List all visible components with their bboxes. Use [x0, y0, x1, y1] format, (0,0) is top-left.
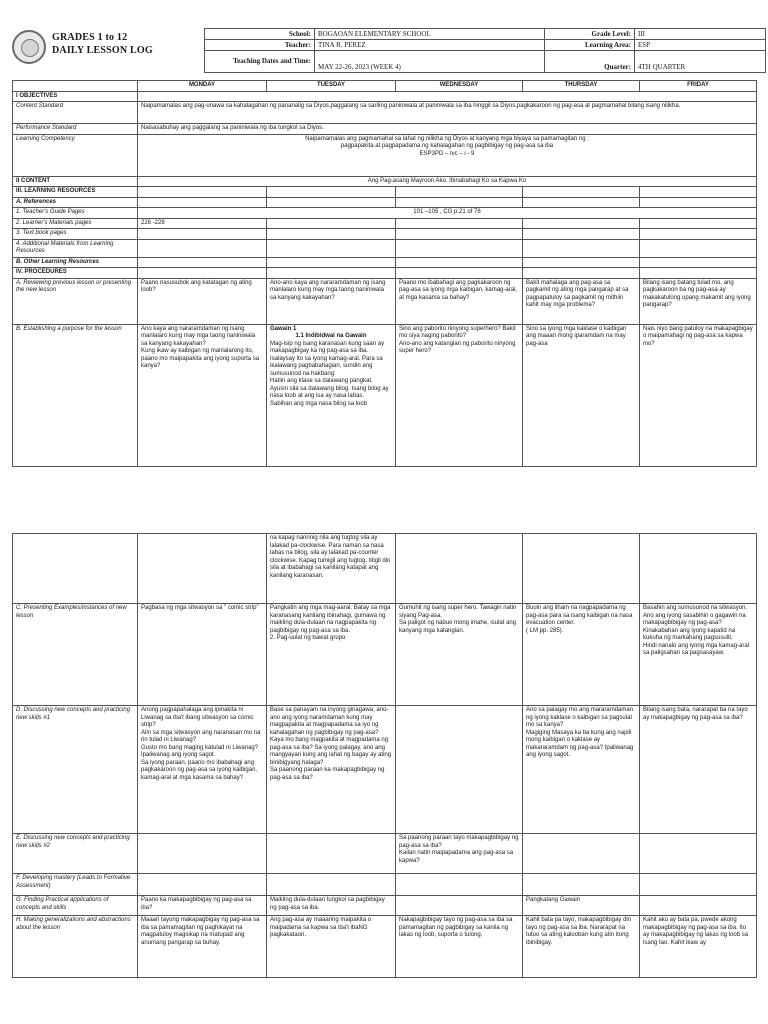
proc-b-wednesday: Sino ang paborito ninyong superhero? Bakit mo siya naging paborito? Ano-ano ang katangian ng paborito ninyong super hero? — [396, 324, 523, 466]
other-resources-row — [13, 257, 757, 268]
textbook-row — [13, 229, 757, 240]
tg-row — [13, 208, 757, 219]
resources-row — [13, 187, 757, 198]
proc-h-tuesday: Ang pag-asa ay maaaring maipakita o maipadama sa kapwa sa iba't ibaNG pagkakataon. — [267, 916, 396, 978]
proc-d-monday: Anong pagpapahalaga ang ipinakita ni Liwanag sa iba't ibang sitwasyon sa comic strip? Alin sa mga sitwasyon ang naranasan mo na rin tulad ni Liwanag? Gusto mo bang maging katulad ni Liwanag? Ipaliwanag ang iyong sagot. Sa iyong paraan, paano mo ibabahagi ang pagkakaroon ng pag-asa sa iyong kaibigan, kamag-aral at mga kasama sa bahay? — [138, 706, 267, 834]
dates-label: Teaching Dates and Time: — [205, 51, 315, 73]
references-row — [13, 197, 757, 208]
quarter-label: Quarter: — [545, 51, 635, 73]
day-monday: MONDAY — [138, 81, 267, 92]
proc-h-friday: Kahit ako ay bata pa, pwede akong makapagbibigay ng pag-asa sa iba. Ito ay makapagbibigay ng lakas ng loob sa isang tao. Kahit ikaw ay — [640, 916, 757, 978]
proc-h-wednesday: Nakapagbibigay tayo ng pag-asa sa iba sa pamamagitan ng pagbibigay sa kanila ng lakas ng loob, suporta o tulong. — [396, 916, 523, 978]
objectives-row — [13, 91, 757, 102]
resources-label: III. LEARNING RESOURCES — [13, 187, 138, 198]
proc-g-thursday: Pangkatang Gawain — [523, 896, 640, 916]
lm-text: 226 -228 — [138, 218, 267, 229]
proc-d-row — [13, 706, 757, 834]
gawain-instructions: Mag-isip ng isang karanasan kung saan ay makapagbigay ka ng pag-asa sa iba. Isalaysay ito sa iyong kamag-aral. Para sa ikalawang pagbabahagian, sundin ang sumusunod na hakbang: Hatiin ang klase sa dalawang pangkat. Ayusin sila sa dalawang bilog. Isang bilog ay nasa loob at ang isa ay nasa labas. Sabihan ang mga nasa bilog sa loob — [270, 340, 389, 407]
lm-row — [13, 218, 757, 229]
additional-materials-row — [13, 239, 757, 257]
log-title-dll: DAILY LESSON LOG — [52, 45, 153, 56]
proc-d-friday: Bilang isang bata, nararapat ba na tayo ay makapagbigay ng pag-asa sa iba? — [640, 706, 757, 834]
area-label: Learning Area: — [545, 40, 635, 51]
procedures-row — [13, 268, 757, 279]
proc-b-continued-row — [13, 534, 757, 604]
proc-d-thursday: Ano sa palagay mo ang mararamdaman ng iyong kaklase o kaibigan sa pagsulat mo sa kanya? Magiging Masaya ka ba kung ang napili mong kaibigan o kaklase ay makararamdam ng pag-asa? Ipaliwanag ang iyong sagot. — [523, 706, 640, 834]
proc-a-tuesday: Ano-ano kaya ang nararamdaman ng isang manlalaro kung may mga taong naniniwala sa kanyang kakayahan? — [267, 278, 396, 324]
lm-label: 2. Learner's Materials pages — [13, 218, 138, 229]
proc-a-row — [13, 278, 757, 324]
proc-f-label: F. Developing mastery (Leads to Formative Assessment) — [13, 874, 138, 896]
proc-e-wednesday: Sa paanong paraan tayo makapagbibigay ng pag-asa sa iba? Kailan natin maipapadama ang pag-asa sa kapwa? — [396, 834, 523, 874]
deped-seal-icon — [12, 30, 46, 64]
proc-c-wednesday: Gumuhit ng isang super hero. Tawagin natin siyang Pag-asa. Sa paligot ng nabuo mong imahe, isulat ang kanyang mga katangian. — [396, 604, 523, 706]
proc-b-label: B. Establishing a purpose for the lesson — [13, 324, 138, 466]
teacher-value: TINA R. PEREZ — [315, 40, 545, 51]
proc-c-friday: Basahin ang sumusunod na sitwasyon. Ano ang iyong sasabihin o gagawin na makapagbibigay ng pag-asa? Kinakabahan ang iyong kapatid na kukuha ng markahang pagsusulit. Hindi nanalo ang iyong mga kamag-aral sa paligsahan sa pagsasayaw. — [640, 604, 757, 706]
proc-b-tuesday — [267, 324, 396, 466]
proc-h-label: H. Making generalizations and abstractions about the lesson — [13, 916, 138, 978]
day-friday: FRIDAY — [640, 81, 757, 92]
grade-label: Grade Level: — [545, 29, 635, 40]
proc-c-tuesday: Pangkatin ang mga mag-aaral. Batay sa mga karanasang kanilang ibinahagi, gumawa ng maikling dula-dulaan na nagpapakita ng pagbibigay ng pag-asa sa iba. 2. Pag-uulat ng bawat grupo — [267, 604, 396, 706]
proc-c-monday: Pagbasa ng mga sitwasyon sa " comic strip" — [138, 604, 267, 706]
school-label: School: — [205, 29, 315, 40]
proc-g-monday: Paano ka makapagbibigay ng pag-asa sa iba? — [138, 896, 267, 916]
header-info-table — [204, 28, 766, 73]
content-text: Ang Pag-asang Mayroon Ako, Ibinabahagi Ko sa Kapwa Ko — [138, 176, 757, 187]
proc-g-label: G. Finding Practical applications of concepts and skills — [13, 896, 138, 916]
log-title-grades: GRADES 1 to 12 — [52, 32, 128, 43]
lesson-table-page1 — [12, 80, 757, 467]
content-standard-row — [13, 102, 757, 124]
proc-h-thursday: Kahit bata pa tayo, makapagbibigay din tayo ng pag-asa sa iba. Nararapat na tutoo sa ating kalooban kung atin itong ibinibigay. — [523, 916, 640, 978]
proc-a-label: A. Reviewing previous lesson or presenting the new lesson — [13, 278, 138, 324]
competency-text: Naipamamalas ang pagmamahal sa lahat ng nilikha ng Diyos at kanyang mga biyaya sa pamamagitan ng : pagpapakita at pagpapadama ng kahalagahan ng pagbibigay ng pag-asa sa iba ESP3PD – Ivc – i - 9 — [138, 134, 757, 176]
quarter-value: 4TH QUARTER — [635, 51, 766, 73]
tg-label: 1. Teacher's Guide Pages — [13, 208, 138, 219]
proc-h-row — [13, 916, 757, 978]
proc-e-label: E. Discussing new concepts and practicing new skills #2 — [13, 834, 138, 874]
proc-a-thursday: Bakit mahalaga ang pag-asa sa pagkamit ng ating mga pangarap at sa pagpapatuloy sa pagkamit ng mithiin kahit may mga problema? — [523, 278, 640, 324]
day-wednesday: WEDNESDAY — [396, 81, 523, 92]
proc-b-row — [13, 324, 757, 466]
proc-g-tuesday: Maikling dula-dulaan tungkol sa pagbibigay ng pag-asa sa iba. — [267, 896, 396, 916]
objectives-label: I OBJECTIVES — [13, 91, 138, 102]
performance-standard-text: Naisasabuhay ang paggalang sa paniniwala ng iba tungkol sa Diyos. — [138, 124, 757, 135]
school-value: BOGAOAN ELEMENTARY SCHOOL — [315, 29, 545, 40]
proc-h-monday: Maaari tayong makapagbigay ng pag-asa sa iba sa pamamagitan ng paghikayat na magpatuloy magsikap na matupad ang anumang pangarap sa buhay. — [138, 916, 267, 978]
proc-e-row — [13, 834, 757, 874]
proc-b-tuesday-continued: na kapag naririnig nila ang tugtog sila ay lalakad pa-clockwise. Para naman sa nasa labas na bilog, sila ay lalakad pa-counter clockwise. Kapag tumigil ang tugtog, titigil din sila at ibabahagi sa kaniláng katapat ang kanilang karanasan. — [267, 534, 396, 604]
day-header-row — [13, 81, 757, 92]
proc-b-monday: Ano kaya ang nararamdaman ng isang manlalaro kung may mga taong naniniwala sa kanyang kakayahan? Kung ikaw ay kaibigan ng manlalarong ito, paano mo maipapakita ang iyong suporta sa kanya? — [138, 324, 267, 466]
day-tuesday: TUESDAY — [267, 81, 396, 92]
proc-a-friday: Bilang isang batang tulad mo, ang pagkakaroon ba ng pag-asa ay makakatulong upang makamit ang iyong pangarap? — [640, 278, 757, 324]
competency-label: Learning Competency — [13, 134, 138, 176]
procedures-label: IV. PROCEDURES — [13, 268, 138, 279]
proc-c-thursday: Buuin ang liham na nagpapadama ng pag-asa para sa isang kaibigan na nasa evacuation center. ( LM pp. 285). — [523, 604, 640, 706]
proc-d-tuesday: Base sa panayam na inyong ginagawa, ano-ano ang iyong naramdaman kung may magpapakita at magpapadama sa iyo ng kahalagahan ng pagbibigay ng pag-asa? Kaya mo bang magpakita at magpadama ng pag-asa sa iba? Sa iyong palagay, ano ang mangyayari kung ang lahat ng bagay ay ating binibigyang halaga? Sa paanong paraan ka makapagbibigay ng pag-asa sa iba? — [267, 706, 396, 834]
proc-g-row — [13, 896, 757, 916]
grade-value: III — [635, 29, 766, 40]
textbook-label: 3. Text book pages — [13, 229, 138, 240]
lesson-log-header — [8, 28, 760, 72]
content-row — [13, 176, 757, 187]
content-standard-text: Naipamamalas ang pag-unawa sa kahalagahan ng pananalig sa Diyos,paggalang sa sariling paniniwala at paniniwala sa iba hinggil sa Diyos,pagkakaroon ng pag-asa at pagmamahal bilang isang nilikha. — [138, 102, 757, 124]
proc-f-row — [13, 874, 757, 896]
gawain-title: Gawain 1 — [270, 325, 297, 332]
proc-b-friday: Nais niyo bang patuloy na makapagbigay o maipamahagi ng pag-asa sa kapwa mo? — [640, 324, 757, 466]
performance-standard-row — [13, 124, 757, 135]
lesson-table-page2 — [12, 533, 757, 978]
proc-b-thursday: Sino sa iyong mga kaklase o kaibigan ang maaari mong iparamdam na may pag-asa — [523, 324, 640, 466]
tg-text: 101 –105 , CG p.21 of 76 — [138, 208, 757, 219]
dates-value: MAY 22-26, 2023 (WEEK 4) — [315, 51, 545, 73]
additional-materials-label: 4. Additional Materials from Learning Resources — [13, 239, 138, 257]
corner-cell — [13, 81, 138, 92]
teacher-label: Teacher: — [205, 40, 315, 51]
references-label: A. References — [13, 197, 138, 208]
gawain-subtitle: 1.1 Indibidwal na Gawain — [295, 333, 367, 339]
proc-c-row — [13, 604, 757, 706]
proc-a-monday: Paano nasusubok ang katatagan ng ating loob? — [138, 278, 267, 324]
competency-row — [13, 134, 757, 176]
content-standard-label: Content Standard — [13, 102, 138, 124]
proc-c-label: C. Presenting Examples/instances of new lesson — [13, 604, 138, 706]
area-value: ESP — [635, 40, 766, 51]
proc-a-wednesday: Paano mo ibabahagi ang pagkakaroon ng pag-asa sa iyong mga kaibigan, kamag-aral, at mga kasama sa bahay? — [396, 278, 523, 324]
day-thursday: THURSDAY — [523, 81, 640, 92]
performance-standard-label: Performance Standard — [13, 124, 138, 135]
proc-d-label: D. Discussing new concepts and practicing new skills #1 — [13, 706, 138, 834]
log-title — [52, 31, 153, 57]
other-resources-label: B. Other Learning Resources — [13, 257, 138, 268]
content-label: II CONTENT — [13, 176, 138, 187]
